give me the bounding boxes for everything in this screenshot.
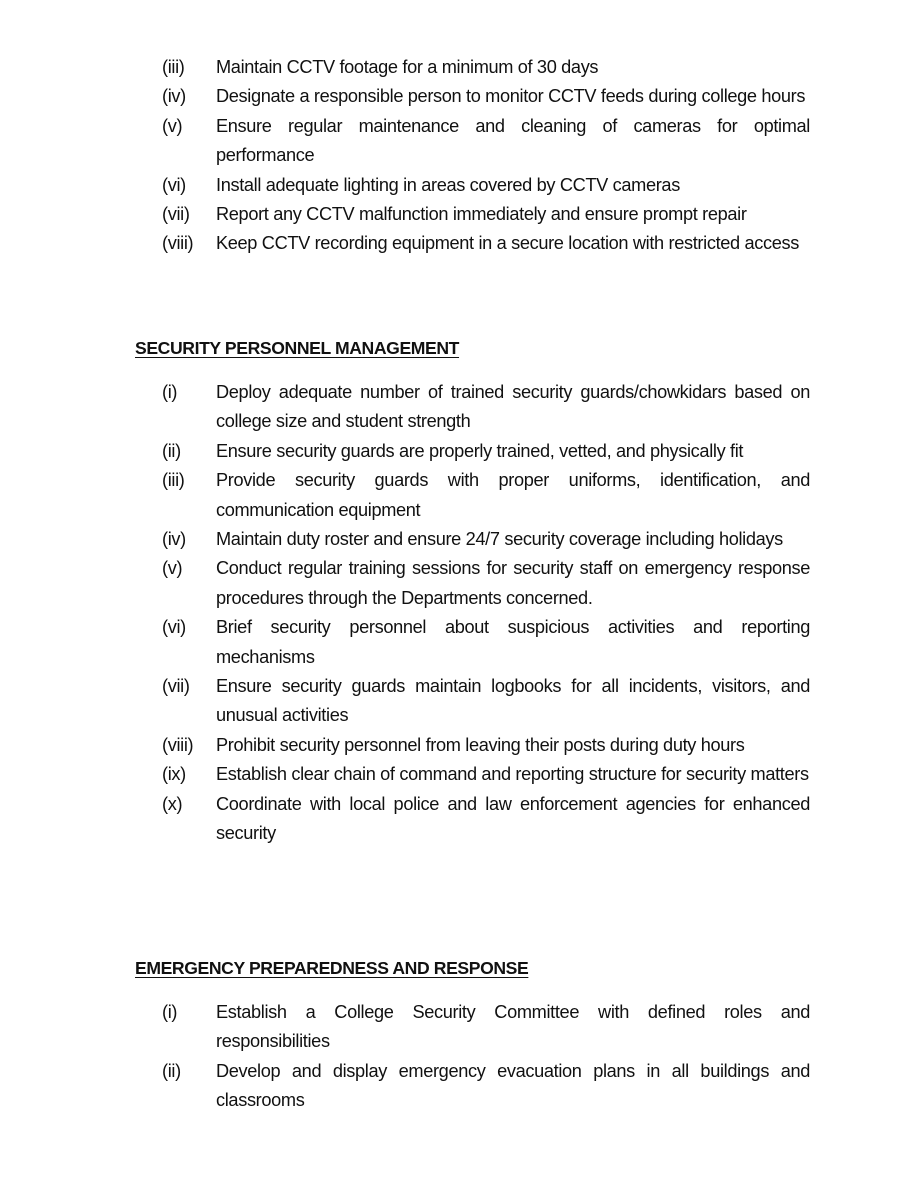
item-text: Ensure security guards maintain logbooks for all incidents, visitors, and unusual activities — [216, 676, 810, 726]
list-item — [162, 731, 810, 760]
item-number: (vi) — [162, 174, 186, 195]
list-item — [162, 554, 810, 613]
emergency-preparedness-list — [162, 998, 810, 1116]
list-item — [162, 672, 810, 731]
item-number: (iii) — [162, 470, 185, 491]
list-item — [162, 200, 810, 229]
item-text: Install adequate lighting in areas covered by CCTV cameras — [216, 174, 680, 195]
list-item — [162, 760, 810, 789]
item-text: Conduct regular training sessions for security staff on emergency response procedures through the Departments concerned. — [216, 558, 810, 608]
item-number: (vi) — [162, 617, 186, 638]
item-text: Ensure regular maintenance and cleaning of cameras for optimal performance — [216, 115, 810, 166]
item-text: Provide security guards with proper uniforms, identification, and communication equipment — [216, 470, 810, 520]
item-number: (viii) — [162, 233, 194, 254]
cctv-guidelines-list — [162, 53, 810, 259]
list-item — [162, 229, 810, 258]
item-text: Develop and display emergency evacuation plans in all buildings and classrooms — [216, 1060, 810, 1111]
item-number: (ix) — [162, 764, 186, 785]
item-number: (viii) — [162, 734, 194, 755]
item-text: Keep CCTV recording equipment in a secure location with restricted access — [216, 233, 800, 254]
item-number: (iv) — [162, 529, 186, 550]
item-number: (ii) — [162, 1060, 181, 1081]
list-item — [162, 378, 810, 437]
item-number: (ii) — [162, 440, 181, 461]
list-item — [162, 790, 810, 849]
section-heading-security-personnel: SECURITY PERSONNEL MANAGEMENT — [135, 338, 460, 358]
item-number: (vii) — [162, 204, 190, 225]
list-item — [162, 112, 810, 171]
security-personnel-list — [162, 378, 810, 849]
item-text: Designate a responsible person to monitor CCTV feeds during college hours — [216, 86, 806, 107]
list-item — [162, 437, 810, 466]
item-number: (x) — [162, 793, 183, 814]
list-item — [162, 525, 810, 554]
item-text: Deploy adequate number of trained security guards/chowkidars based on college size and student strength — [216, 382, 810, 432]
item-number: (v) — [162, 558, 183, 579]
item-text: Prohibit security personnel from leaving their posts during duty hours — [216, 734, 745, 755]
list-item — [162, 82, 810, 111]
item-number: (iv) — [162, 86, 186, 107]
section-heading-emergency-preparedness: EMERGENCY PREPAREDNESS AND RESPONSE — [135, 958, 529, 978]
list-item — [162, 998, 810, 1057]
list-item — [162, 613, 810, 672]
item-text: Establish a College Security Committee with defined roles and responsibilities — [216, 1002, 810, 1052]
item-text: Ensure security guards are properly trained, vetted, and physically fit — [216, 440, 744, 461]
item-text: Brief security personnel about suspicious activities and reporting mechanisms — [216, 617, 810, 667]
item-number: (vii) — [162, 676, 190, 697]
item-text: Maintain CCTV footage for a minimum of 30 days — [216, 57, 599, 77]
list-item — [162, 171, 810, 200]
list-item — [162, 53, 810, 82]
item-text: Maintain duty roster and ensure 24/7 security coverage including holidays — [216, 529, 783, 550]
list-item — [162, 466, 810, 525]
item-number: (i) — [162, 1002, 178, 1022]
item-number: (iii) — [162, 57, 185, 77]
item-number: (i) — [162, 382, 178, 402]
item-text: Report any CCTV malfunction immediately and ensure prompt repair — [216, 204, 747, 225]
item-number: (v) — [162, 115, 183, 136]
item-text: Establish clear chain of command and reporting structure for security matters — [216, 764, 809, 785]
list-item — [162, 1057, 810, 1116]
item-text: Coordinate with local police and law enforcement agencies for enhanced security — [216, 793, 810, 844]
